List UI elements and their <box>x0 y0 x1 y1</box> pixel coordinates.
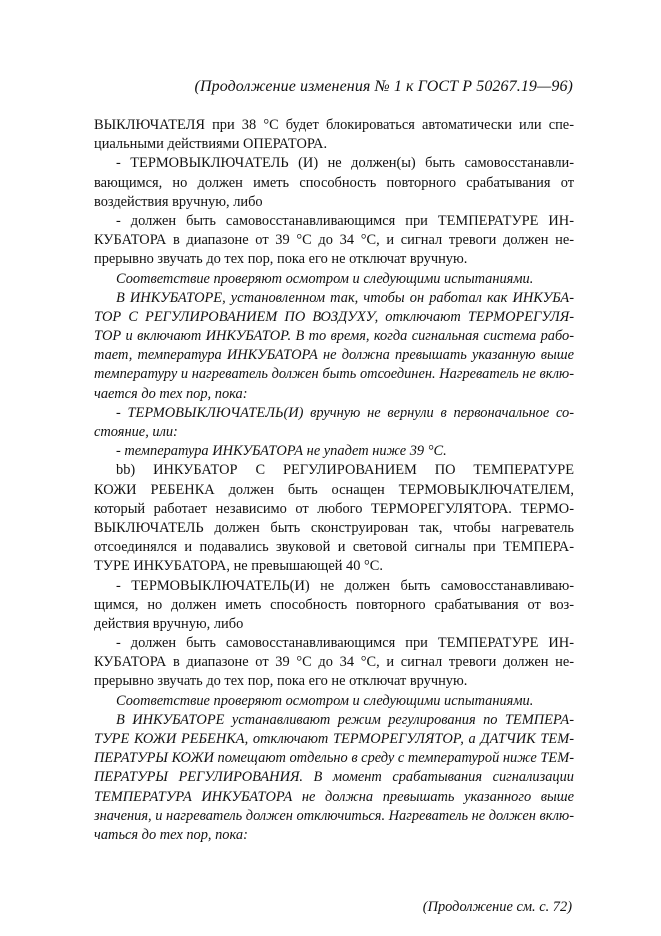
text-line: вающимся, но должен иметь способность повторного срабатывания от <box>94 174 574 191</box>
text-line: - ТЕРМОВЫКЛЮЧАТЕЛЬ (И) не должен(ы) быть самовосстанавли- <box>116 155 574 172</box>
text-line: прерывно звучать до тех пор, пока его не отключат вручную. <box>94 673 468 690</box>
text-line: - должен быть самовосстанавливающимся при ТЕМПЕРАТУРЕ ИН- <box>116 635 574 652</box>
text-line: ВЫКЛЮЧАТЕЛЬ должен быть сконструирован так, чтобы нагреватель <box>94 519 574 536</box>
text-line: отсоединялся и подавались звуковой и световой сигналы при ТЕМПЕРА- <box>94 539 574 556</box>
text-line: - температура ИНКУБАТОРА не упадет ниже 39 °С. <box>116 443 447 460</box>
text-line: ТУРЕ ИНКУБАТОРА, не превышающей 40 °С. <box>94 558 383 575</box>
text-line: ТЕМПЕРАТУРА ИНКУБАТОРА не должна превышать указанного выше <box>94 788 574 805</box>
text-line: В ИНКУБАТОРЕ устанавливают режим регулирования по ТЕМПЕРА- <box>116 711 574 728</box>
text-line: КОЖИ РЕБЕНКА должен быть оснащен ТЕРМОВЫКЛЮЧАТЕЛЕМ, <box>94 481 574 498</box>
text-line: В ИНКУБАТОРЕ, установленном так, чтобы он работал как ИНКУБА- <box>116 289 574 306</box>
text-line: ПЕРАТУРЫ КОЖИ помещают отдельно в среду с температурой ниже ТЕМ- <box>94 750 574 767</box>
text-line: тает, температура ИНКУБАТОРА не должна превышать указанную выше <box>94 347 574 364</box>
text-line: - должен быть самовосстанавливающимся при ТЕМПЕРАТУРЕ ИН- <box>116 212 574 229</box>
text-line: - ТЕРМОВЫКЛЮЧАТЕЛЬ(И) вручную не вернули в первоначальное со- <box>116 404 574 421</box>
continuation-header: (Продолжение изменения № 1 к ГОСТ Р 50267.19—96) <box>194 78 573 95</box>
text-line: bb) ИНКУБАТОР С РЕГУЛИРОВАНИЕМ ПО ТЕМПЕРАТУРЕ <box>116 462 574 479</box>
text-line: ТОР и включают ИНКУБАТОР. В то время, когда сигнальная система рабо- <box>94 328 574 345</box>
text-line: чаться до тех пор, пока: <box>94 826 248 843</box>
text-line: ПЕРАТУРЫ РЕГУЛИРОВАНИЯ. В момент срабатывания сигнализации <box>94 769 574 786</box>
text-line: ТУРЕ КОЖИ РЕБЕНКА, отключают ТЕРМОРЕГУЛЯТОР, а ДАТЧИК ТЕМ- <box>94 731 574 747</box>
text-line: ВЫКЛЮЧАТЕЛЯ при 38 °С будет блокироваться автоматически или спе- <box>94 117 574 133</box>
text-line: стояние, или: <box>94 424 178 440</box>
text-line: КУБАТОРА в диапазоне от 39 °С до 34 °С, и сигнал тревоги должен не- <box>94 654 574 671</box>
text-line: ТОР С РЕГУЛИРОВАНИЕМ ПО ВОЗДУХУ, отключают ТЕРМОРЕГУЛЯ- <box>94 308 574 325</box>
text-line: Соответствие проверяют осмотром и следующими испытаниями. <box>116 270 534 287</box>
text-line: температуру и нагреватель должен быть отсоединен. Нагреватель не вклю- <box>94 366 574 383</box>
document-body <box>94 116 574 845</box>
text-line: КУБАТОРА в диапазоне от 39 °С до 34 °С, и сигнал тревоги должен не- <box>94 232 574 249</box>
text-line: Соответствие проверяют осмотром и следующими испытаниями. <box>116 692 534 709</box>
text-line: циальными действиями ОПЕРАТОРА. <box>94 136 328 153</box>
text-line: чается до тех пор, пока: <box>94 385 248 402</box>
continuation-footer: (Продолжение см. с. 72) <box>422 899 572 915</box>
text-line: который работает независимо от любого ТЕРМОРЕГУЛЯТОРА. ТЕРМО- <box>94 500 574 517</box>
text-line: воздействия вручную, либо <box>94 193 263 210</box>
text-line: щимся, но должен иметь способность повторного срабатывания от воз- <box>94 596 574 613</box>
text-line: - ТЕРМОВЫКЛЮЧАТЕЛЬ(И) не должен быть самовосстанавливаю- <box>116 577 574 594</box>
text-line: значения, и нагреватель должен отключиться. Нагреватель не должен вклю- <box>94 807 574 824</box>
text-line: прерывно звучать до тех пор, пока его не отключат вручную. <box>94 251 468 268</box>
text-line: действия вручную, либо <box>94 615 244 632</box>
